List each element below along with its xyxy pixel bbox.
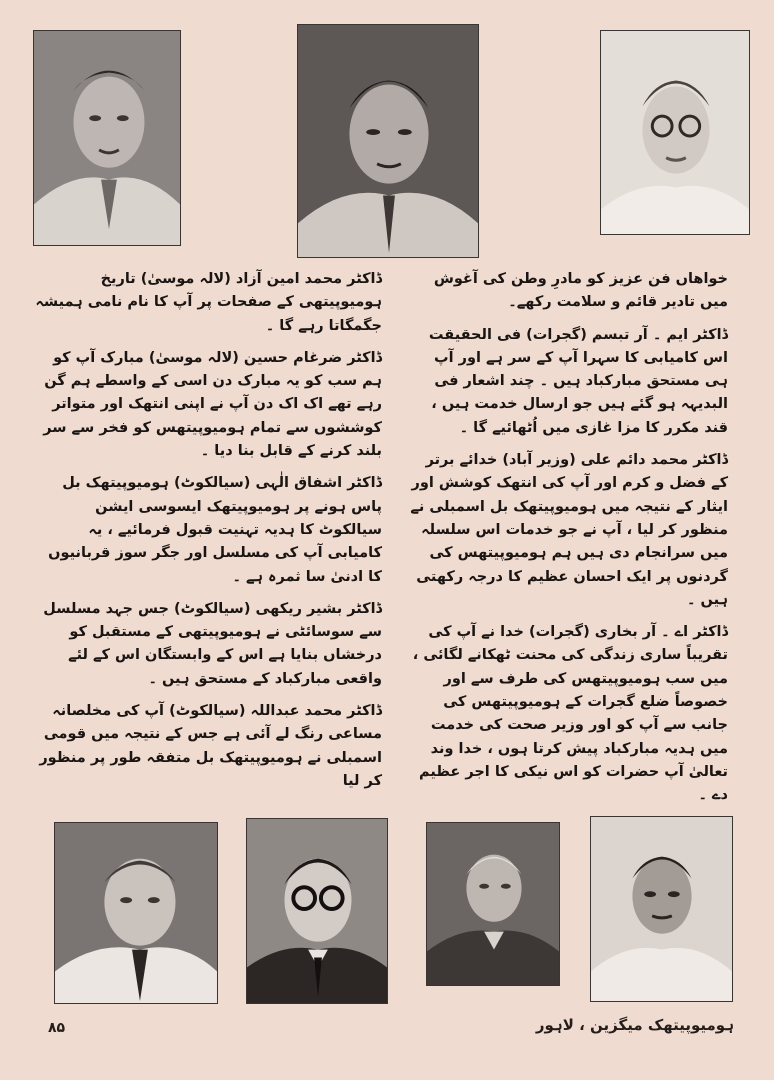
left-paragraph-5: ڈاکٹر محمد عبداللہ (سیالکوٹ) آپ کی مخلصانہ مساعی رنگ لے آئی ہے جس کے نتیجہ میں قومی اسمبلی نے ہومیوپیتھک بل متفقہ طور پر منظور کر لیا	[39, 703, 382, 789]
left-text-column	[30, 268, 382, 808]
portrait-photo-bottom-1	[54, 822, 218, 1004]
portrait-photo-top-center	[297, 24, 479, 258]
left-paragraph-4: ڈاکٹر بشیر ریکھی (سیالکوٹ) جس جہد مسلسل سے سوسائٹی نے ہومیوپیتھی کے مستقبل کو درخشاں بنایا ہے اس کے وابستگان اس کے لئے واقعی مبارکباد کے مستحق ہیں ۔	[43, 600, 382, 687]
right-paragraph-1: خواهاں فن عزیز کو مادرِ وطن کی آغوش میں تادیر قائم و سلامت رکھے۔	[433, 271, 728, 311]
right-paragraph-3: ڈاکٹر محمد دائم علی (وزیر آباد) خدائے برتر کے فضل و کرم اور آپ کی انتھک کوشش اور ایثار کے نتیجہ میں ہومیوپیتھک بل اسمبلی نے منظور کر لیا ، آپ نے جو خدمات اس سلسلہ میں سرانجام دی ہیں ہم ہومیوپیتھس کی گردنوں پر ایک احسان عظیم کا درجہ رکھتی ہیں ۔	[410, 452, 728, 608]
right-paragraph-2: ڈاکٹر ایم ۔ آر تبسم (گجرات) فی الحقیقت اس کامیابی کا سہرا آپ کے سر ہے اور آپ ہی مستحق مبارکباد ہیں ۔ چند اشعار فی البدیہہ ہو گئے ہیں جو ارسال خدمت ہیں ، قند مکرر کا مزا غازی میں اُٹھائیے گا ۔	[428, 326, 728, 436]
right-paragraph-4: ڈاکٹر اے ۔ آر بخاری (گجرات) خدا نے آپ کی تقریباً ساری زندگی کی محنت ٹھکانے لگائی ، میں سب ہومیوپیتھس کی طرف سے اور خصوصاً ضلع گجرات کے ہومیوپیتھس کی جانب سے آپ کو اور وزیر صحت کی خدمت میں ہدیہ مبارکباد پیش کرتا ہوں ، خدا وند تعالیٰ آپ حضرات کو اس نیکی کا اجر عظیم دے ۔	[412, 624, 728, 804]
left-paragraph-3: ڈاکٹر اشفاق الٰہی (سیالکوٹ) ہومیوپیتھک بل پاس ہونے پر ہومیوپیتھک ایسوسی ایشن سیالکوٹ کا ہدیہ تہنیت قبول فرمائیے ، یہ کامیابی آپ کی مسلسل اور جگر سوز قربانیوں کا ادنیٰ سا ثمرہ ہے ۔	[48, 475, 382, 585]
portrait-photo-bottom-4	[590, 816, 733, 1002]
magazine-footer-title: ہومیوپیتھک میگزین ، لاہور	[535, 1016, 734, 1034]
right-text-column	[408, 268, 728, 808]
left-paragraph-2: ڈاکٹر ضرغام حسین (لالہ موسیٰ) مبارک آپ کو ہم سب کو یہ مبارک دن اسی کے واسطے ہم گن رہے تھے اک اک دن آپ نے اپنی انتھک اور متواتر کوششوں سے تمام ہومیوپیتھس کو فخر سے سر بلند کرنے کے قابل بنا دیا ۔	[43, 349, 382, 460]
portrait-photo-bottom-2	[246, 818, 388, 1004]
left-paragraph-1: ڈاکٹر محمد امین آزاد (لالہ موسیٰ) تاریخ ہومیوپیتھی کے صفحات پر آپ کا نام نامی ہمیشہ جگمگاتا رہے گا ۔	[35, 271, 382, 334]
portrait-photo-top-left	[33, 30, 181, 246]
portrait-photo-top-right	[600, 30, 750, 235]
portrait-photo-bottom-3	[426, 822, 560, 986]
page-number: ۸۵	[48, 1020, 66, 1036]
